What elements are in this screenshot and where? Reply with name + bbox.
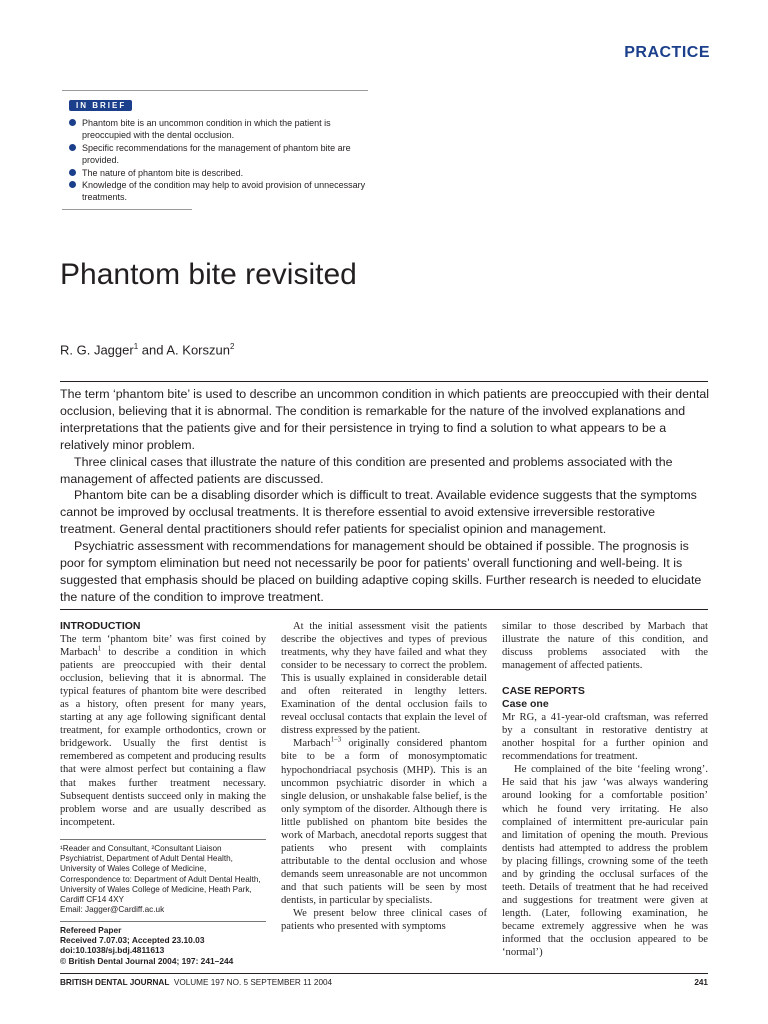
abstract-paragraph: Psychiatric assessment with recommendations for management should be obtained if possible. The prognosis is poor for symptom elimination but need not necessarily be poor for patients’ overall functioning and well-being. It is suggested that emphasis should be placed on building adaptive coping skills. Further research is needed to elucidate the nature of the condition to improve treatment. bbox=[60, 539, 702, 604]
column-3 bbox=[502, 620, 708, 959]
bullet-icon bbox=[69, 119, 76, 126]
footer-rule bbox=[60, 973, 708, 974]
body-paragraph: similar to those described by Marbach that illustrate the nature of this condition, and discuss problems associated with the management of affected patients. bbox=[502, 621, 708, 672]
author-name: R. G. Jagger bbox=[60, 342, 134, 358]
column-2 bbox=[281, 620, 487, 933]
in-brief-bottom-rule bbox=[62, 209, 192, 210]
bullet-icon bbox=[69, 144, 76, 151]
abstract-paragraph: Phantom bite can be a disabling disorder which is difficult to treat. Available evidence suggests that the symptoms cannot be improved by occlusal treatments. It is therefore essential to avoid extensive irreversible restorative treatment. General dental practitioners should refer patients for specialist opinion and management. bbox=[60, 488, 697, 537]
in-brief-item: Phantom bite is an uncommon condition in which the patient is preoccupied with the dental occlusion. bbox=[68, 117, 372, 142]
subsection-heading: Case one bbox=[502, 698, 549, 711]
in-brief-box bbox=[62, 90, 368, 210]
page-footer bbox=[60, 978, 708, 987]
body-paragraph: The term ‘phantom bite’ was first coined by Marbach$^1$ to describe a condition in which patients are preoccupied with their dental occlusion, believing that it is abnormal. The typical features of phantom bite were described as a history, often present for many years, starting at any age following significant dental treatment, for example orthodontics, crown or bridgework. Usually the first dentist is remembered as competent and producing results that were almost perfect but containing a flaw that makes further treatment necessary. Subsequent dentists succeed only in making the problem worse and are usually described as incompetent. bbox=[60, 634, 266, 828]
issue-info: VOLUME 197 NO. 5 SEPTEMBER 11 2004 bbox=[173, 978, 333, 987]
in-brief-tag: IN BRIEF bbox=[69, 100, 132, 111]
body-paragraph: Marbach$^{1-3}$ originally considered phantom bite to be a form of monosymptomatic hypochondriacal psychosis (MHP). This is an uncommon psychiatric disorder in which a single delusion, or unshakable false belief, is the only symptom of the disorder. Although there is little published on phantom bite besides the work of Marbach, anecdotal reports suggest that patients who present with complaints attributable to the dental occlusion and whose demands seem unreasonable are not uncommon and that such patients will be seen by most dentists, in particular by specialists. bbox=[281, 735, 487, 906]
page-number: 241 bbox=[694, 978, 708, 987]
in-brief-item: The nature of phantom bite is described. bbox=[68, 167, 372, 179]
refereed-rule bbox=[60, 921, 266, 922]
authors: R. G. Jagger$^1$ and A. Korszun$^2$ bbox=[60, 342, 235, 358]
body-paragraph: At the initial assessment visit the patients describe the objectives and types of previous treatments, why they have failed and what they consider to be necessary to correct the problem. This is usually explained in considerable detail and often reiterated in lengthy letters. Examination of the dental occlusion fails to reveal occlusal contacts that explain the level of distress expressed by the patient. bbox=[281, 621, 487, 737]
body-paragraph: We present below three clinical cases of patients who presented with symptoms bbox=[281, 908, 487, 933]
body-paragraph: Mr RG, a 41-year-old craftsman, was referred by a consultant in restorative dentistry at another hospital for a further opinion and recommendations for treatment. bbox=[502, 712, 708, 763]
author-name: A. Korszun bbox=[166, 342, 230, 358]
in-brief-item: Specific recommendations for the management of phantom bite are provided. bbox=[68, 142, 372, 167]
section-label: PRACTICE bbox=[624, 44, 710, 61]
author-affiliations: ¹Reader and Consultant, ²Consultant Liaison Psychiatrist, Department of Adult Dental Health, University of Wales College of Medicine, Correspondence to: Department of Adult Dental Health, University of Wales College of Medicine, Heath Park, Cardiff CF14 4XY Email: Jagger@Cardiff.ac.uk bbox=[60, 844, 261, 915]
abstract-paragraph: Three clinical cases that illustrate the nature of this condition are presented and problems associated with the management of affected patients are discussed. bbox=[60, 454, 673, 486]
body-paragraph: He complained of the bite ‘feeling wrong’. He said that his jaw ‘was always wandering around looking for a comfortable position’ which he found very irritating. He also complained of intermittent pre-auricular pain and limitation of opening the mouth. Previous dentists had attempted to address the problem by placing fillings, crowning some of the teeth and by grinding the occlusal surfaces of the teeth. Details of treatment that he had received and suggestions for treatment were given at length. (Later, following examination, he became extremely aggressive when he was informed that the occlusion appeared to be ‘normal’) bbox=[502, 764, 708, 959]
section-heading: INTRODUCTION bbox=[60, 620, 141, 632]
footnote-rule bbox=[60, 839, 266, 840]
journal-name: BRITISH DENTAL JOURNAL bbox=[60, 978, 170, 987]
refereed-info: Refereed Paper Received 7.07.03; Accepted 23.10.03 doi:10.1038/sj.bdj.4811613 © British Dental Journal 2004; 197: 241–244 bbox=[60, 925, 234, 966]
abstract-paragraph: The term ‘phantom bite’ is used to describe an uncommon condition in which patients are preoccupied with their dental occlusion, believing that it is abnormal. The condition is remarkable for the nature of the involved explanations and interpretations that the patients give and for their persistence in trying to find a solution to what appears to be a relatively minor problem. bbox=[60, 387, 710, 452]
column-1 bbox=[60, 620, 266, 829]
bullet-icon bbox=[69, 181, 76, 188]
in-brief-top-rule bbox=[62, 90, 368, 91]
article-title: Phantom bite revisited bbox=[60, 258, 357, 291]
abstract-bottom-rule bbox=[60, 609, 708, 610]
in-brief-item: Knowledge of the condition may help to avoid provision of unnecessary treatments. bbox=[68, 179, 372, 204]
bullet-icon bbox=[69, 169, 76, 176]
in-brief-list bbox=[62, 117, 368, 204]
section-heading: CASE REPORTS bbox=[502, 685, 585, 698]
abstract bbox=[60, 386, 712, 606]
abstract-top-rule bbox=[60, 381, 708, 382]
